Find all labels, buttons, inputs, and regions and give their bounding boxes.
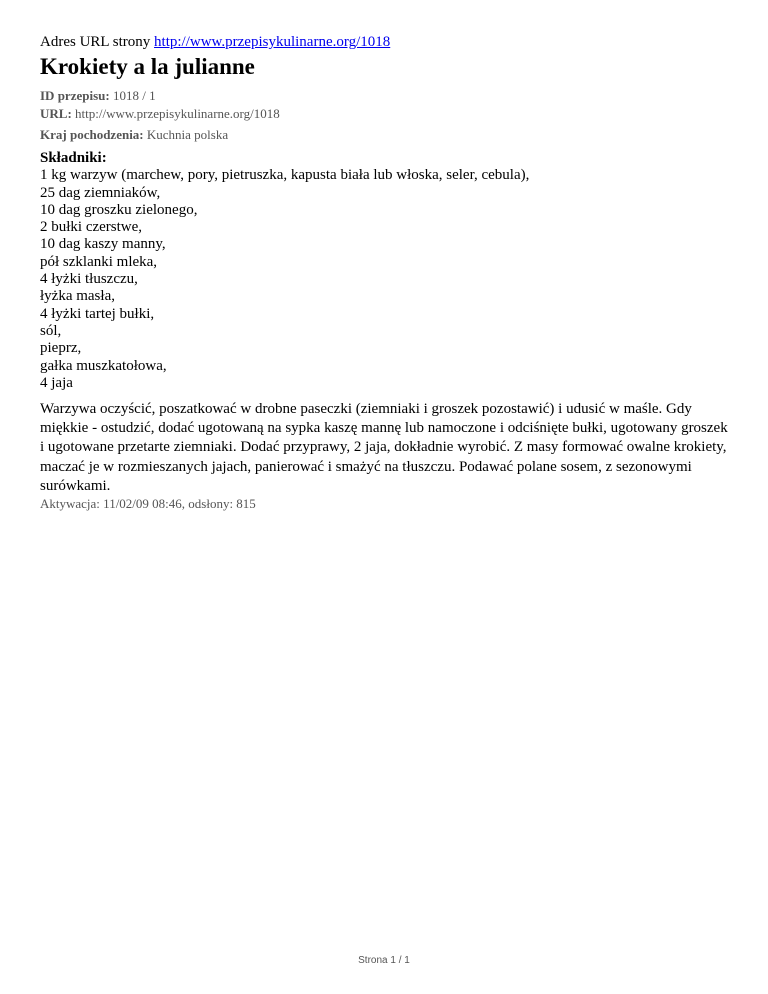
recipe-url-label: URL: (40, 106, 72, 121)
ingredient-item: 4 łyżki tłuszczu, (40, 271, 138, 288)
source-url-label: Adres URL strony (40, 34, 151, 50)
recipe-id-value: 1018 / 1 (112, 88, 156, 103)
recipe-origin-value: Kuchnia polska (146, 127, 229, 142)
ingredient-item: sól, (40, 322, 62, 339)
recipe-origin-label: Kraj pochodzenia: (40, 127, 144, 142)
ingredient-item: łyżka masła, (40, 288, 115, 305)
ingredient-item: 4 łyżki tartej bułki, (40, 305, 155, 322)
source-url-line (40, 32, 390, 52)
ingredient-item: 2 bułki czerstwe, (40, 219, 143, 236)
ingredient-item: 1 kg warzyw (marchew, pory, pietruszka, kapusta biała lub włoska, seler, cebula), (40, 167, 530, 184)
ingredient-item: pieprz, (40, 340, 82, 357)
ingredients-list (40, 167, 529, 392)
recipe-instructions: Warzywa oczyścić, poszatkować w drobne paseczki (ziemniaki i groszek pozostawić) i udusić w maśle. Gdy miękkie - ostudzić, dodać ugotowaną na sypka kaszę mannę lub namoczone i odciśnięte bułki, ugotowany groszek i ugotowane przetarte ziemniaki. Dodać przyprawy, 2 jaja, dokładnie wyrobić. Z masy formować owalne krokiety, maczać je w rozmieszanych jajach, panierować i smażyć na tłuszczu. Podawać polane sosem, z sezonowymi surówkami. (40, 401, 728, 494)
page-number: Strona 1 / 1 (358, 955, 410, 966)
source-url-link[interactable]: http://www.przepisykulinarne.org/1018 (154, 34, 391, 50)
recipe-id-label: ID przepisu: (40, 88, 110, 103)
recipe-origin (40, 127, 228, 143)
activation-info: Aktywacja: 11/02/09 08:46, odsłony: 815 (40, 496, 256, 511)
ingredient-item: 10 dag kaszy manny, (40, 236, 166, 253)
ingredients-section (40, 150, 529, 392)
recipe-id (40, 88, 156, 104)
ingredient-item: 10 dag groszku zielonego, (40, 201, 198, 218)
recipe-title: Krokiety a la julianne (40, 54, 255, 79)
ingredient-item: 25 dag ziemniaków, (40, 184, 161, 201)
recipe-url-value: http://www.przepisykulinarne.org/1018 (75, 106, 280, 121)
ingredients-heading: Składniki: (40, 150, 107, 166)
ingredient-item: pół szklanki mleka, (40, 253, 158, 270)
ingredient-item: gałka muszkatołowa, (40, 357, 167, 374)
recipe-url (40, 106, 280, 122)
ingredient-item: 4 jaja (40, 374, 73, 391)
